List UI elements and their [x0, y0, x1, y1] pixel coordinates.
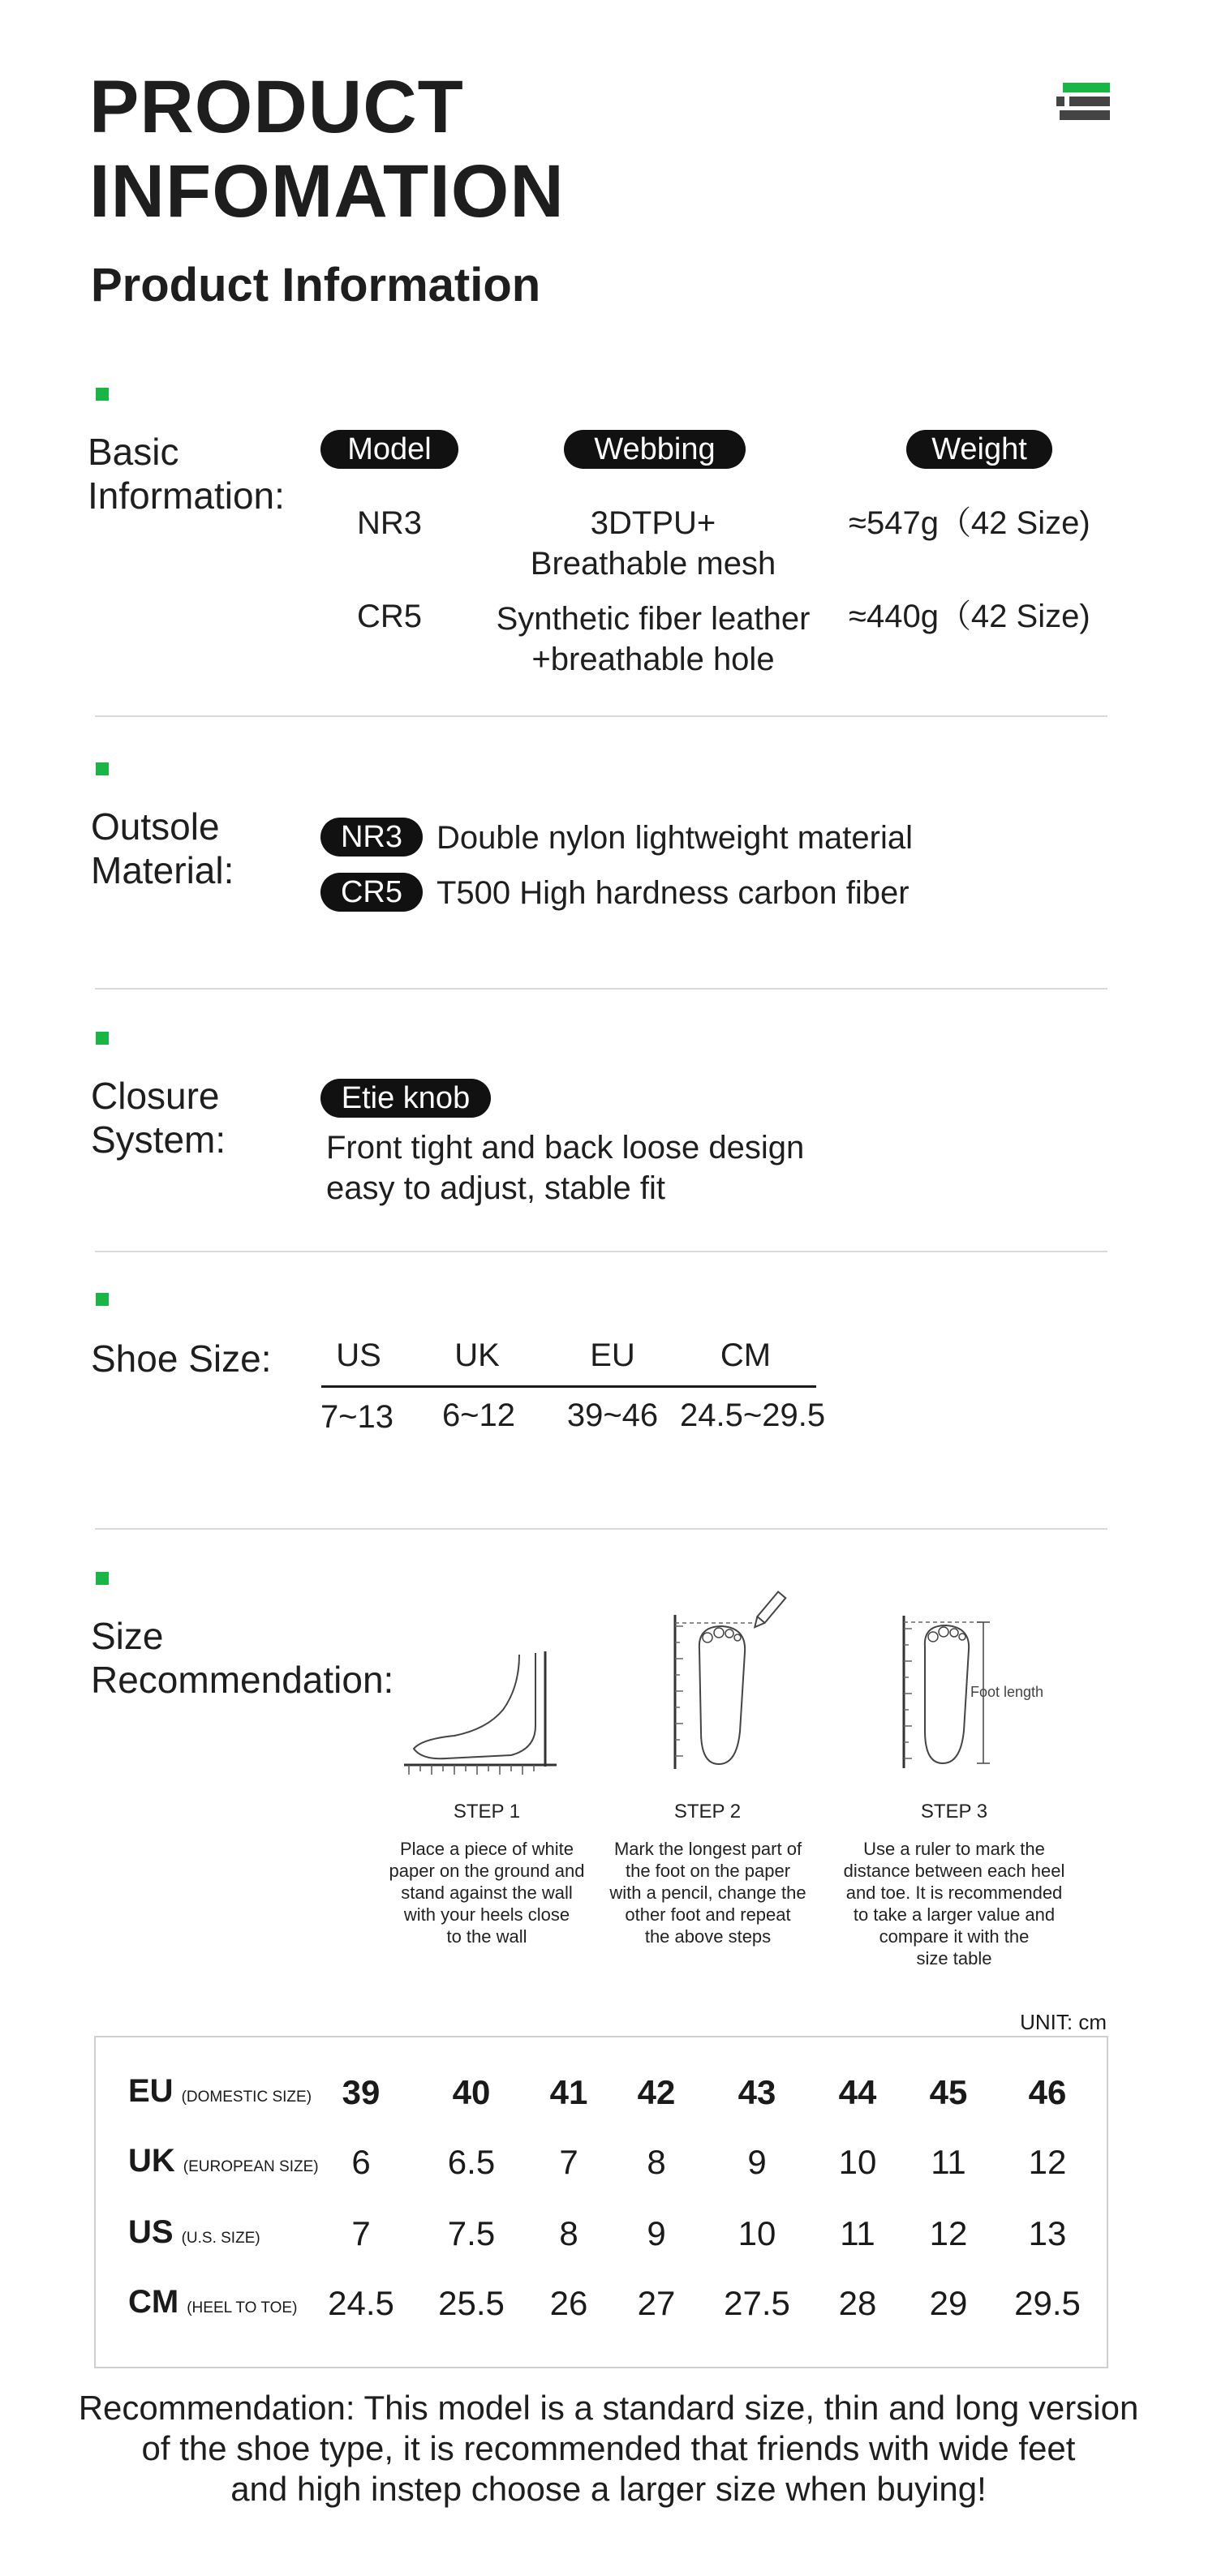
section-divider [95, 715, 1107, 717]
section-marker-icon [96, 1032, 109, 1045]
recommendation-text: Recommendation: This model is a standard size, thin and long version of the shoe type, it is recommended that friends with wide feet and high instep choose a larger size when buying! [78, 2389, 1139, 2508]
shoe-size-rule [321, 1385, 816, 1388]
step1-foot-side-icon [398, 1645, 568, 1783]
step2-desc: Mark the longest part of the foot on the paper with a pencil, change the other foot and repeat the above steps [609, 1839, 806, 1947]
outsole-cr5-text: T500 High hardness carbon fiber [436, 875, 910, 911]
step1-desc: Place a piece of white paper on the ground and stand against the wall with your heels close to the wall [389, 1839, 585, 1947]
outsole-nr3-text: Double nylon lightweight material [436, 820, 913, 856]
basic-webbing-nr3: 3DTPU+ Breathable mesh [530, 505, 776, 582]
closure-tag-badge: Etie knob [320, 1079, 491, 1118]
closure-label: Closure System: [91, 1075, 226, 1161]
shoe-size-value-eu: 39~46 [566, 1397, 659, 1433]
basic-info-label: Basic Information: [88, 431, 285, 517]
section-marker-icon [96, 762, 109, 775]
shoe-size-header-cm: CM [720, 1337, 772, 1373]
shoe-size-header-us: US [336, 1337, 381, 1373]
webbing-header-badge: Webbing [564, 430, 746, 469]
table-row: US (U.S. SIZE) 7 7.5 8 9 10 11 12 13 [128, 2214, 1067, 2252]
section-marker-icon [96, 1572, 109, 1585]
size-table [94, 2036, 1108, 2368]
brand-logo-icon [1056, 83, 1110, 120]
unit-label: UNIT: cm [1020, 2010, 1107, 2034]
basic-weight-cr5: ≈440g（42 Size) [849, 599, 1090, 634]
foot-length-label: Foot length [970, 1684, 1044, 1700]
page-title-line2: INFOMATION [89, 150, 565, 233]
section-marker-icon [96, 388, 109, 401]
table-row: UK (EUROPEAN SIZE) 6 6.5 7 8 9 10 11 12 [128, 2143, 1067, 2181]
step2-foot-pencil-icon [665, 1578, 811, 1780]
basic-model-cr5: CR5 [356, 599, 423, 634]
page-title [89, 65, 565, 234]
step1-title: STEP 1 [453, 1801, 521, 1823]
outsole-nr3-badge: NR3 [320, 818, 423, 857]
model-header-badge: Model [320, 430, 458, 469]
shoe-size-value-uk: 6~12 [441, 1397, 516, 1433]
shoe-size-value-cm: 24.5~29.5 [680, 1397, 826, 1433]
shoe-size-label: Shoe Size: [91, 1337, 272, 1380]
closure-description: Front tight and back loose design easy to adjust, stable fit [326, 1130, 805, 1206]
basic-webbing-cr5: Synthetic fiber leather +breathable hole [496, 601, 811, 677]
page-title-line1: PRODUCT [89, 66, 464, 148]
step2-title: STEP 2 [673, 1801, 742, 1823]
section-divider [95, 1251, 1107, 1252]
section-divider [95, 988, 1107, 990]
shoe-size-header-eu: EU [590, 1337, 635, 1373]
table-row: EU (DOMESTIC SIZE) 39 40 41 42 43 44 45 46 [128, 2073, 1067, 2111]
page-subtitle: Product Information [91, 259, 541, 311]
size-rec-label: Size Recommendation: [91, 1615, 394, 1701]
shoe-size-value-us: 7~13 [320, 1399, 394, 1435]
outsole-cr5-badge: CR5 [320, 873, 423, 912]
weight-header-badge: Weight [906, 430, 1052, 469]
basic-model-nr3: NR3 [356, 505, 423, 541]
step3-desc: Use a ruler to mark the distance between each heel and toe. It is recommended to take a larger value and compare it with the size table [843, 1839, 1065, 1968]
table-row: CM (HEEL TO TOE) 24.5 25.5 26 27 27.5 28 29 29.5 [128, 2284, 1081, 2322]
step3-title: STEP 3 [920, 1801, 988, 1823]
section-divider [95, 1528, 1107, 1530]
section-marker-icon [96, 1293, 109, 1306]
outsole-label: Outsole Material: [91, 805, 234, 891]
shoe-size-header-uk: UK [454, 1337, 500, 1373]
basic-weight-nr3: ≈547g（42 Size) [849, 505, 1090, 541]
